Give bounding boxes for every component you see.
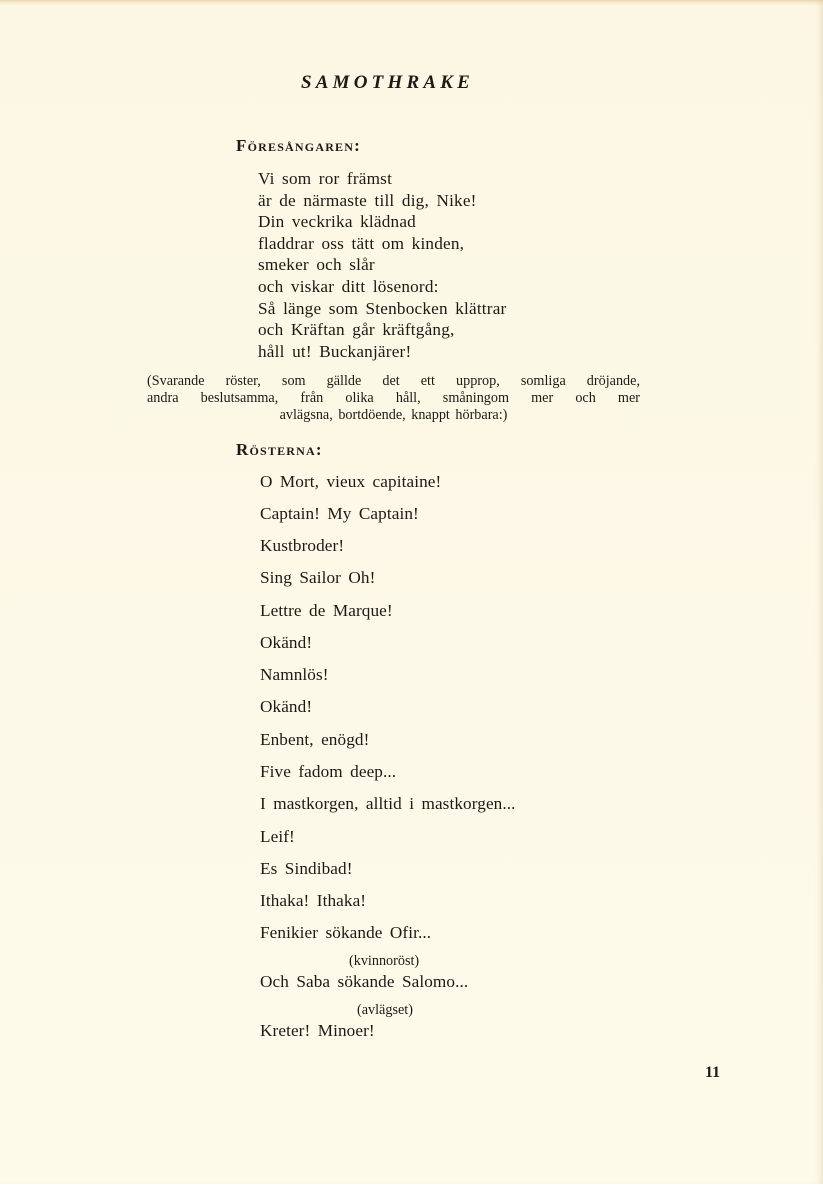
verse-line: Så länge som Stenbocken klättrar xyxy=(258,298,507,318)
running-title: SAMOTHRAKE xyxy=(301,72,474,93)
stage-direction-line: avlägsna, bortdöende, knappt hörbara:) xyxy=(279,407,508,424)
voice-line: Lettre de Marque! xyxy=(260,601,393,620)
verse-line: håll ut! Buckanjärer! xyxy=(258,341,412,361)
voice-line: Captain! My Captain! xyxy=(260,504,419,523)
voice-line: Okänd! xyxy=(260,697,313,716)
voice-line: Kreter! Minoer! xyxy=(260,1021,375,1040)
speaker-rosterna: Rösterna: xyxy=(236,440,323,459)
verse-foresangaren xyxy=(258,168,506,362)
voice-note-avlagset: (avlägset) xyxy=(357,1002,413,1018)
voice-line: Ithaka! Ithaka! xyxy=(260,891,367,910)
verse-line: är de närmaste till dig, Nike! xyxy=(258,190,477,210)
voice-line: Och Saba sökande Salomo... xyxy=(260,972,469,991)
speaker-foresangaren: Föresångaren: xyxy=(236,136,361,155)
verse-line: och viskar ditt lösenord: xyxy=(258,276,439,296)
verse-line: Vi som ror främst xyxy=(258,169,393,188)
verse-line: smeker och slår xyxy=(258,255,375,275)
verse-line: och Kräftan går kräftgång, xyxy=(258,320,455,340)
voice-note-kvinnorost: (kvinnoröst) xyxy=(349,953,420,969)
stage-direction-line: andra beslutsamma, från olika håll, småningom mer och mer xyxy=(147,390,640,407)
verse-line: fladdrar oss tätt om kinden, xyxy=(258,233,465,253)
voice-line: I mastkorgen, alltid i mastkorgen... xyxy=(260,794,516,813)
voice-line: Leif! xyxy=(260,827,295,846)
voice-line: Five fadom deep... xyxy=(260,762,397,781)
voice-line: Namnlös! xyxy=(260,665,329,684)
voice-line: Okänd! xyxy=(260,633,313,652)
stage-direction xyxy=(147,373,640,425)
voice-line: Kustbroder! xyxy=(260,536,345,555)
page-number: 11 xyxy=(705,1064,721,1081)
verse-line: Din veckrika klädnad xyxy=(258,212,416,232)
voice-line: Fenikier sökande Ofir... xyxy=(260,923,432,942)
voice-line: O Mort, vieux capitaine! xyxy=(260,472,442,491)
voice-line: Sing Sailor Oh! xyxy=(260,568,376,587)
stage-direction-line: (Svarande röster, som gällde det ett upprop, somliga dröjande, xyxy=(147,373,640,389)
voice-line: Enbent, enögd! xyxy=(260,730,370,749)
voice-line: Es Sindibad! xyxy=(260,859,353,878)
scan-bottom-edge xyxy=(0,1184,823,1191)
